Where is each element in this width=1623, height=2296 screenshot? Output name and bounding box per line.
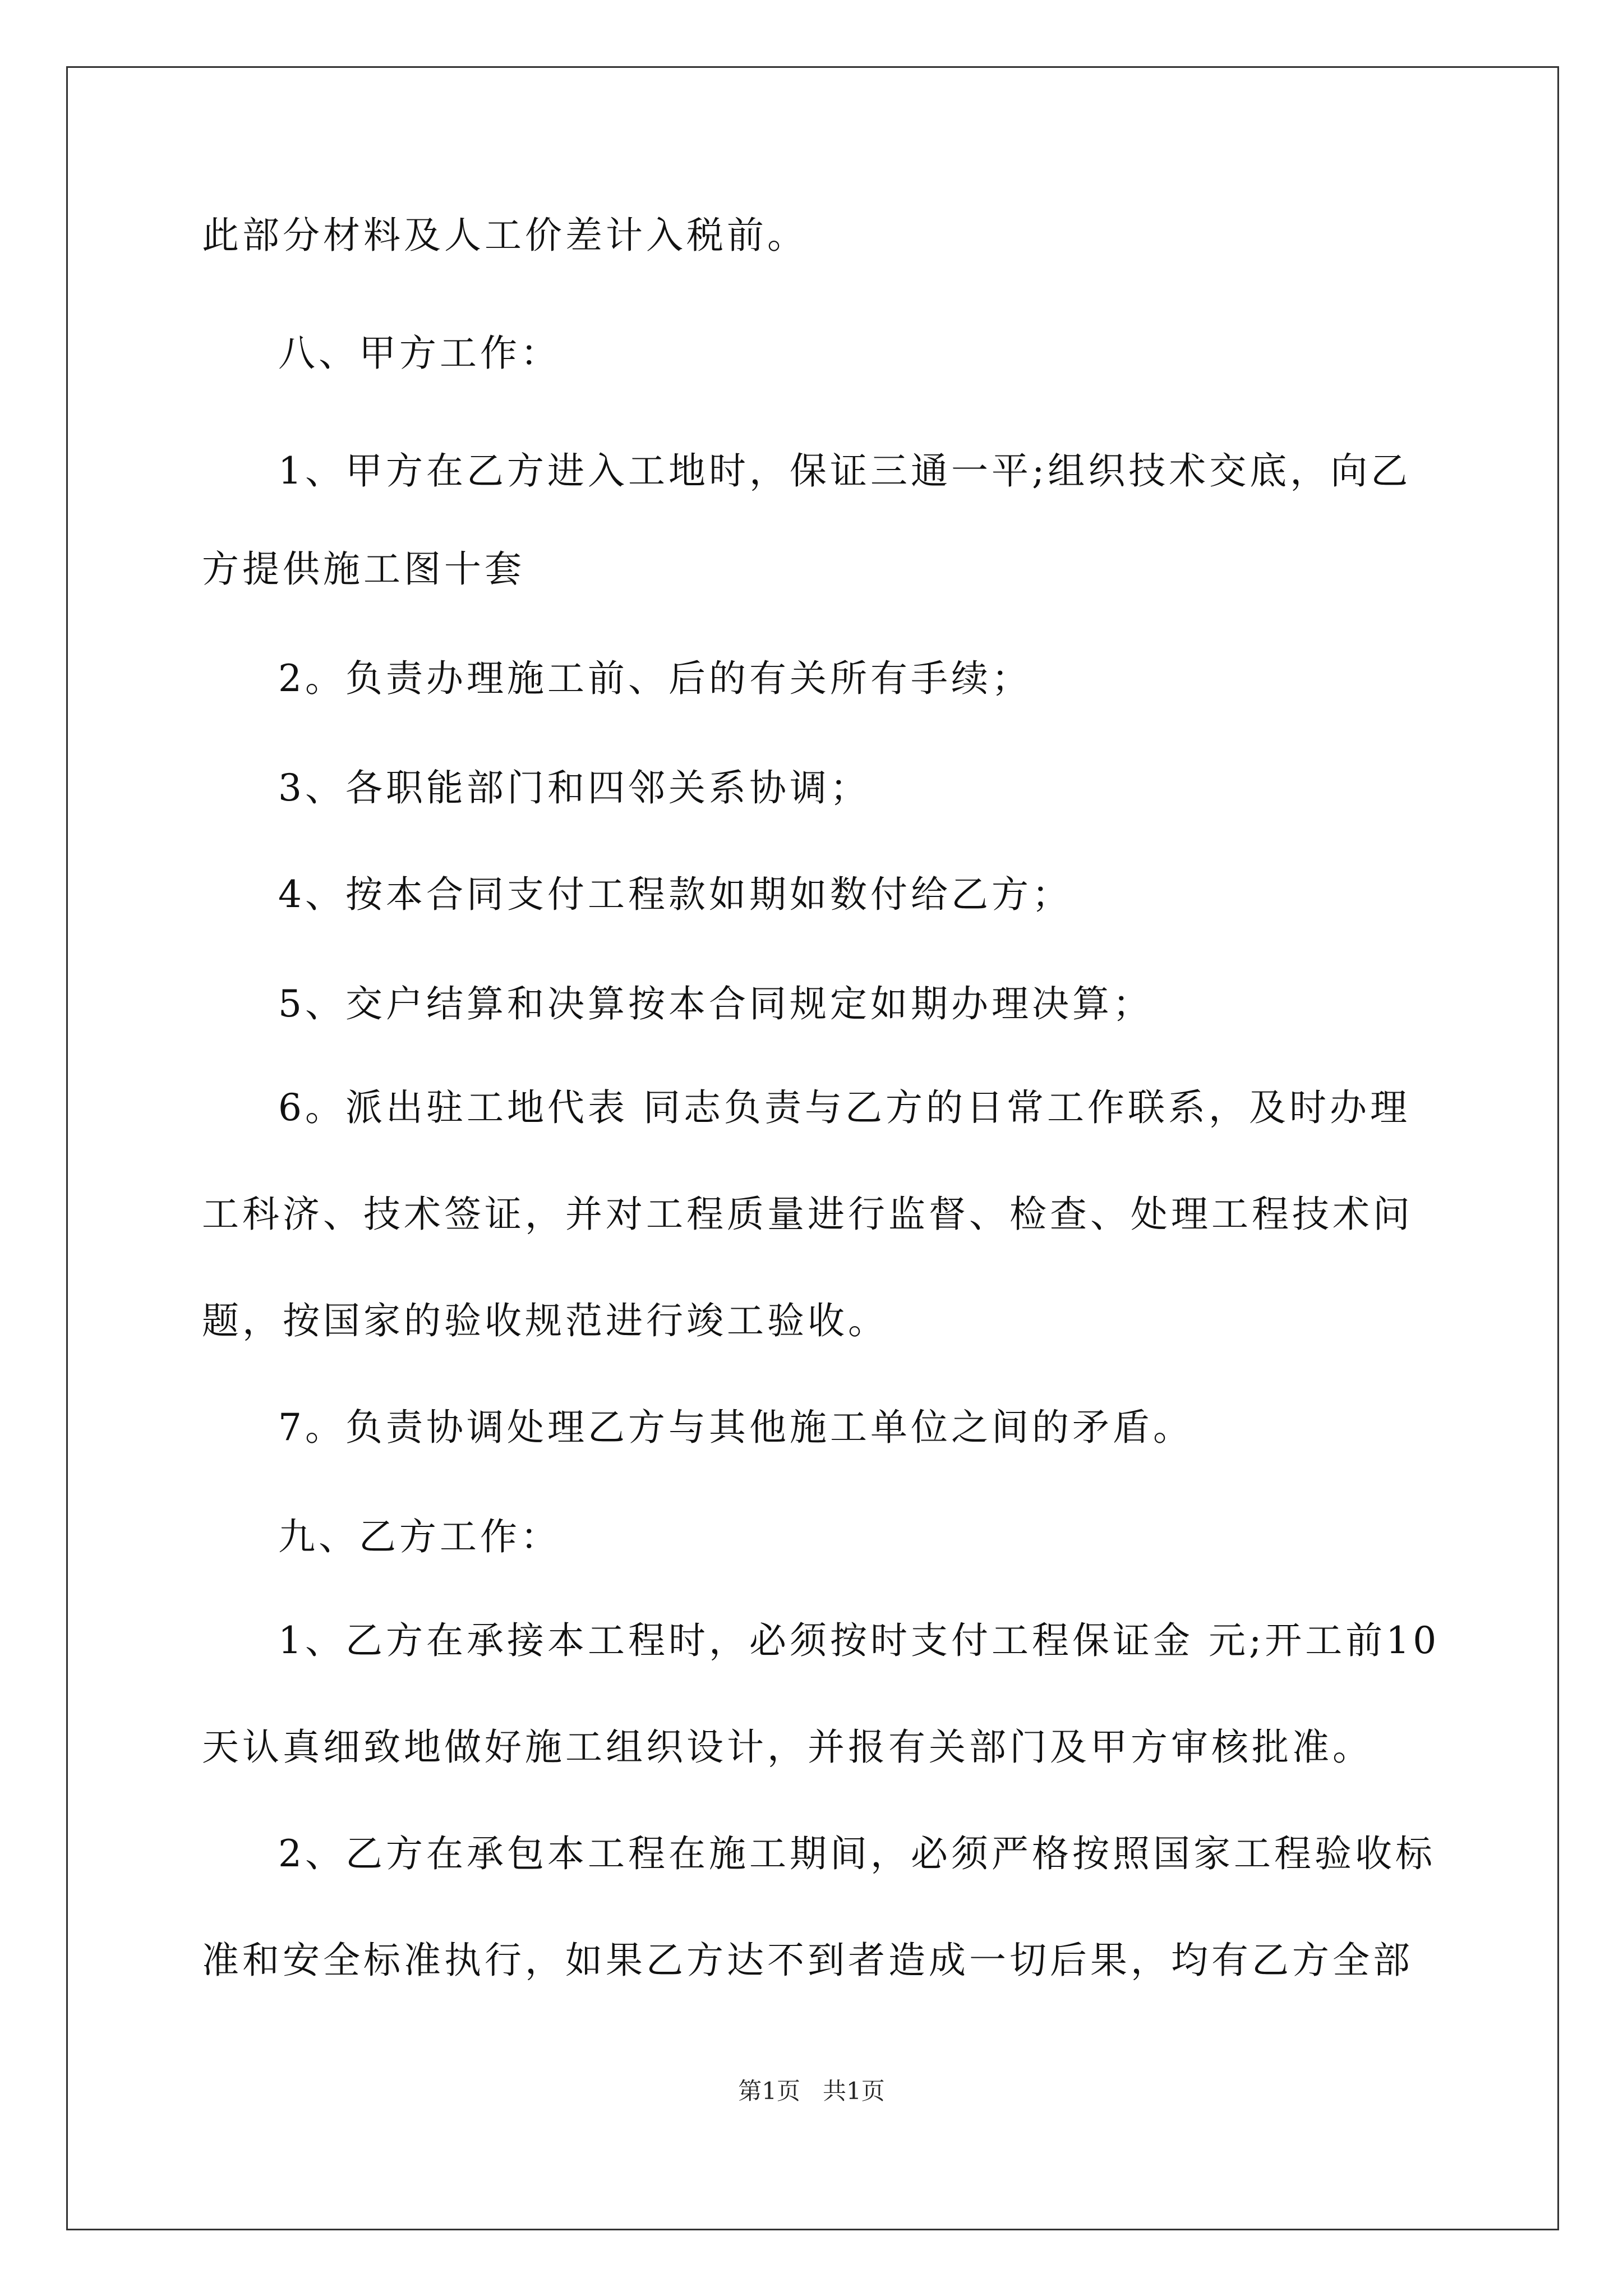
text-line: 题，按国家的验收规范进行竣工验收。 [202, 1299, 888, 1342]
section-heading: 八、甲方工作： [278, 332, 561, 375]
text-line: 2。负责办理施工前、后的有关所有手续； [278, 657, 1032, 700]
text-line: 方提供施工图十套 [202, 547, 525, 591]
page-border [66, 66, 1559, 2230]
text-line: 天认真细致地做好施工组织设计，并报有关部门及甲方审核批准。 [202, 1726, 1373, 1769]
text-line: 2、乙方在承包本工程在施工期间，必须严格按照国家工程验收标 [278, 1832, 1436, 1875]
text-line: 5、交户结算和决算按本合同规定如期办理决算； [278, 982, 1153, 1025]
text-line: 1、乙方在承接本工程时，必须按时支付工程保证金 元;开工前10 [278, 1619, 1440, 1662]
text-line: 4、按本合同支付工程款如期如数付给乙方； [278, 873, 1072, 916]
text-line: 3、各职能部门和四邻关系协调； [278, 766, 870, 809]
text-line: 准和安全标准执行，如果乙方达不到者造成一切后果，均有乙方全部 [202, 1939, 1413, 1982]
text-line: 工科济、技术签证，并对工程质量进行监督、检查、处理工程技术问 [202, 1193, 1413, 1236]
text-line: 此部分材料及人工价差计入税前。 [202, 214, 808, 257]
page-footer: 第1页 共1页 [738, 2077, 885, 2105]
text-line: 7。负责协调处理乙方与其他施工单位之间的矛盾。 [278, 1406, 1193, 1449]
section-heading: 九、乙方工作： [278, 1515, 561, 1558]
text-line: 6。派出驻工地代表 同志负责与乙方的日常工作联系，及时办理 [278, 1086, 1410, 1129]
text-line: 1、甲方在乙方进入工地时，保证三通一平;组织技术交底，向乙 [278, 449, 1412, 493]
